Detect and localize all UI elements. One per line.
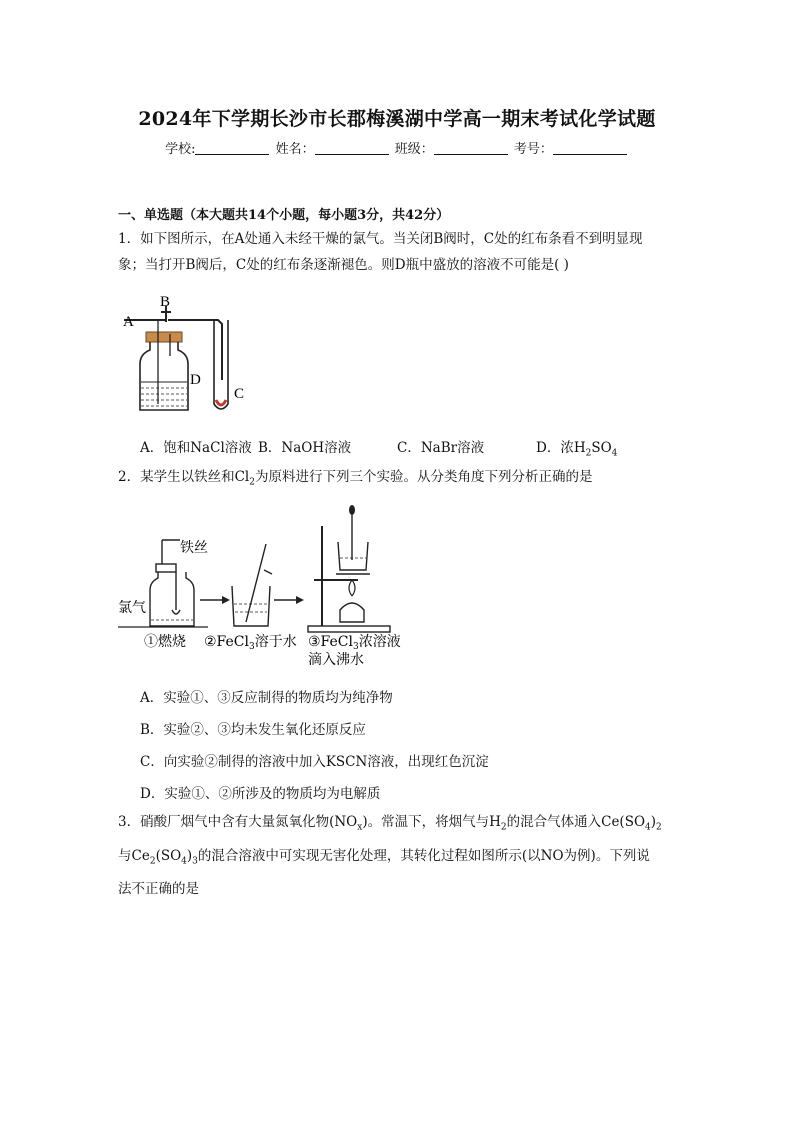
q3-l2-c: ) bbox=[186, 847, 193, 864]
id-label: 考号： bbox=[513, 142, 553, 157]
q3-l2-b: (SO bbox=[155, 847, 182, 864]
q1-label-a: A bbox=[123, 314, 134, 330]
q1-option-d bbox=[536, 436, 617, 459]
q1-option-a: A．饱和NaCl溶液 bbox=[140, 440, 252, 456]
q3-l1-c: 的混合气体通入Ce(SO bbox=[506, 814, 646, 830]
q1-option-d-text: D．浓H bbox=[536, 440, 586, 456]
q1-option-d-sub1: 2 bbox=[585, 448, 592, 459]
name-label: 姓名： bbox=[275, 142, 315, 157]
q2-label-exp3-b: 浓溶液 bbox=[358, 634, 401, 650]
q1-label-d: D bbox=[190, 372, 201, 388]
q3-l1-d: ) bbox=[650, 814, 657, 830]
school-blank bbox=[195, 142, 269, 155]
q2-label-iron: 铁丝 bbox=[180, 540, 208, 556]
q1-option-c: C．NaBr溶液 bbox=[397, 440, 485, 456]
school-label: 学校: bbox=[165, 142, 196, 157]
q2-label-exp3-a: ③FeCl bbox=[308, 634, 353, 650]
q2-option-d: D．实验①、②所涉及的物质均为电解质 bbox=[140, 786, 381, 802]
q1-label-b: B bbox=[160, 294, 171, 310]
class-label: 班级： bbox=[394, 142, 434, 157]
q3-l1-sub: x bbox=[357, 822, 363, 833]
q2-option-a: A．实验①、③反应制得的物质均为纯净物 bbox=[140, 690, 393, 706]
q1-line2: 象；当打开B阀后，C处的红布条逐渐褪色。则D瓶中盛放的溶液不可能是( ) bbox=[118, 257, 569, 273]
q3-l2-sub1: 2 bbox=[149, 856, 156, 867]
id-blank bbox=[553, 142, 627, 155]
q2-label-exp3 bbox=[308, 633, 401, 652]
q1-option-b: B．NaOH溶液 bbox=[258, 440, 352, 456]
q3-l2-a: 与Ce bbox=[118, 847, 150, 864]
q3-l1-b: )。常温下，将烟气与H bbox=[362, 814, 501, 830]
q1-label-c: C bbox=[234, 386, 245, 402]
q2-stem bbox=[118, 464, 678, 496]
q2-label-exp3-sub: 3 bbox=[352, 642, 359, 652]
q3-l1-sub4: 2 bbox=[656, 822, 662, 833]
q2-label-chlorine: 氯气 bbox=[118, 600, 146, 616]
q2-stem-text: 2．某学生以铁丝和Cl bbox=[118, 469, 250, 485]
q3-line2 bbox=[118, 842, 678, 876]
q2-label-exp3-line2: 滴入沸水 bbox=[308, 652, 364, 668]
q2-label-exp1: ①燃烧 bbox=[144, 634, 186, 650]
q2-stem-text2: 为原料进行下列三个实验。从分类角度下列分析正确的是 bbox=[254, 469, 593, 485]
q3-l1-sub2: 2 bbox=[500, 822, 507, 833]
q2-label-exp2 bbox=[204, 633, 297, 652]
name-blank bbox=[315, 142, 389, 155]
section-heading: 一、单选题（本大题共14个小题，每小题3分，共42分） bbox=[118, 208, 450, 223]
q2-label-exp2-sub: 3 bbox=[248, 642, 255, 652]
student-info-line bbox=[0, 138, 794, 157]
q3-l2-sub3: 3 bbox=[192, 856, 198, 867]
q3-line3: 法不正确的是 bbox=[118, 881, 199, 898]
q2-stem-sub: 2 bbox=[249, 477, 255, 488]
q1-stem bbox=[118, 226, 678, 278]
q3-line1 bbox=[118, 808, 678, 842]
class-blank bbox=[434, 142, 508, 155]
q3-l1-sub3: 4 bbox=[645, 822, 651, 833]
q1-option-d-text2: SO bbox=[591, 440, 612, 456]
q3-l2-sub2: 4 bbox=[181, 856, 187, 867]
q2-experiments-diagram bbox=[118, 500, 418, 670]
q1-line1: 1．如下图所示，在A处通入未经干燥的氯气。当关闭B阀时，C处的红布条看不到明显现 bbox=[118, 231, 643, 247]
q1-option-d-sub2: 4 bbox=[611, 448, 618, 459]
q2-option-b: B．实验②、③均未发生氧化还原反应 bbox=[140, 722, 366, 738]
q2-label-exp2-a: ②FeCl bbox=[204, 634, 249, 650]
q1-apparatus-diagram bbox=[118, 292, 258, 418]
q3-l1-a: 3．硝酸厂烟气中含有大量氮氧化物(NO bbox=[118, 814, 358, 830]
q3-stem bbox=[118, 808, 678, 903]
page-title: 2024年下学期长沙市长郡梅溪湖中学高一期末考试化学试题 bbox=[138, 108, 656, 130]
q2-option-c: C．向实验②制得的溶液中加入KSCN溶液，出现红色沉淀 bbox=[140, 754, 489, 770]
q2-label-exp2-b: 溶于水 bbox=[254, 634, 297, 650]
q3-l2-d: 的混合溶液中可实现无害化处理，其转化过程如图所示(以NO为例)。下列说 bbox=[197, 847, 650, 864]
